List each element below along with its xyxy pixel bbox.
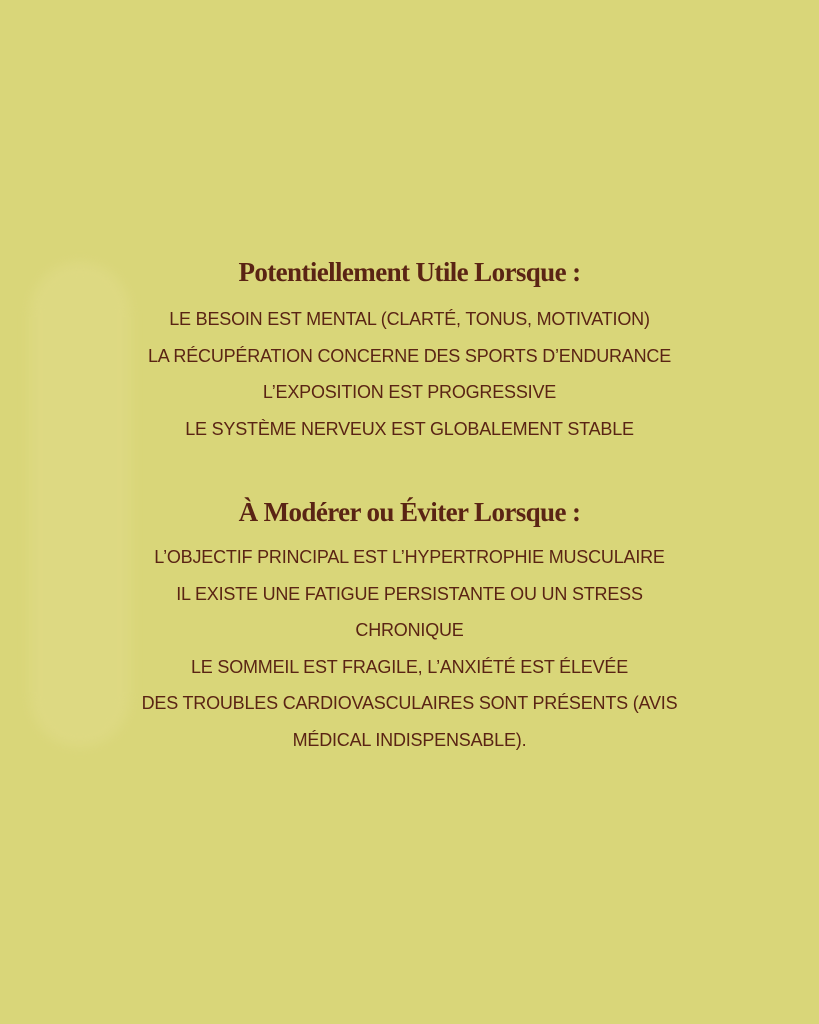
- list-item: LE BESOIN EST MENTAL (CLARTÉ, TONUS, MOTIVATION): [169, 309, 650, 329]
- list-item: IL EXISTE UNE FATIGUE PERSISTANTE OU UN STRESS: [176, 583, 643, 604]
- list-item: L’EXPOSITION EST PROGRESSIVE: [262, 382, 557, 402]
- list-moderate: [0, 539, 819, 758]
- section-title-useful: Potentiellement Utile Lorsque :: [238, 257, 581, 287]
- list-item: MÉDICAL INDISPENSABLE).: [292, 729, 527, 750]
- section-title-moderate: À Modérer ou Éviter Lorsque :: [238, 497, 581, 527]
- list-item: LE SYSTÈME NERVEUX EST GLOBALEMENT STABLE: [185, 418, 634, 439]
- list-item: LE SOMMEIL EST FRAGILE, L’ANXIÉTÉ EST ÉLEVÉE: [190, 656, 629, 677]
- list-item: DES TROUBLES CARDIOVASCULAIRES SONT PRÉSENTS (AVIS: [141, 693, 678, 713]
- list-useful: [0, 301, 819, 447]
- list-item: CHRONIQUE: [355, 620, 464, 640]
- list-item: L’OBJECTIF PRINCIPAL EST L’HYPERTROPHIE MUSCULAIRE: [154, 547, 665, 567]
- list-item: LA RÉCUPÉRATION CONCERNE DES SPORTS D’ENDURANCE: [147, 345, 672, 366]
